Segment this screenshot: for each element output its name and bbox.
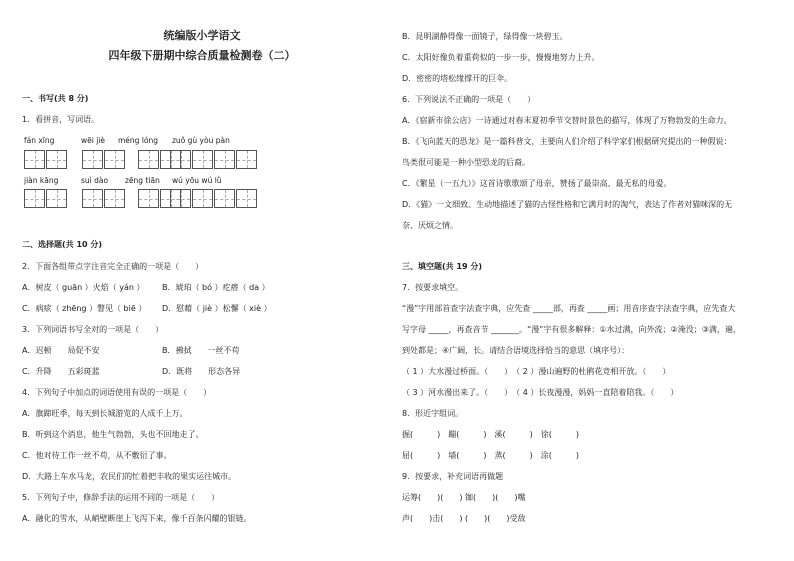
- page-subtitle: 四年级下册期中综合质量检测卷（二）: [108, 49, 296, 62]
- q8-line-2[interactable]: 屈( ) 墙( ) 蒸( ) 涂( ): [402, 451, 579, 460]
- q9-line-2[interactable]: 声( )击( ) ( )( )受敌: [402, 514, 526, 523]
- option-6d-cont: 奈、厌烦之情。: [402, 221, 458, 230]
- q7-line-3: 到处都是；④广阔，长。请结合语境选择恰当的意思（填序号）：: [402, 346, 630, 355]
- section-heading-choice: 二、选择题(共 10 分): [22, 240, 103, 249]
- option-6c[interactable]: C．《繁星（一五九）》这首诗歌歌颂了母亲，赞扬了最崇高、最无私的母爱。: [402, 179, 672, 188]
- pinyin-label: fán xīng: [24, 136, 55, 145]
- pinyin-label: suì dào: [81, 176, 109, 185]
- option-3a[interactable]: A．迟顿 局促不安: [22, 346, 100, 355]
- writing-grid-5[interactable]: [24, 189, 68, 208]
- question-9: 9．按要求，补充词语再做题: [402, 472, 504, 481]
- option-4b[interactable]: B．听到这个消息，他生气勃勃，头也不回地走了。: [22, 430, 204, 439]
- writing-grid-4[interactable]: [170, 150, 258, 169]
- pinyin-label: zēng tiān: [125, 176, 160, 185]
- option-2a[interactable]: A．树皮（ guān ）火焰（ yán ）: [22, 283, 145, 292]
- pinyin-label: zuǒ gù yòu pàn: [172, 136, 230, 145]
- question-1: 1．看拼音，写词语。: [22, 115, 100, 124]
- question-2: 2．下面各组带点字注音完全正确的一项是（ ）: [22, 262, 204, 271]
- pinyin-label: méng lóng: [118, 136, 159, 145]
- option-4d[interactable]: D．大路上车水马龙，农民们的忙着把丰收的果实运往城市。: [22, 472, 237, 481]
- option-2d[interactable]: D．慰藉（ jiè ）松懈（ xiè ）: [162, 304, 272, 313]
- option-4a[interactable]: A．旗蹄旺季，每天到长城游览的人成千上万。: [22, 409, 188, 418]
- option-2b[interactable]: B．琥珀（ bó ）疙瘩（ da ）: [162, 283, 270, 292]
- question-3: 3．下列词语书写全对的一项是（ ）: [22, 325, 164, 334]
- question-7: 7．按要求填空。: [402, 283, 464, 292]
- option-5c[interactable]: C．太阳好像负着重荷似的一步一步，慢慢地努力上升。: [402, 53, 600, 62]
- question-4: 4．下列句子中加点的词语使用有误的一项是（ ）: [22, 388, 212, 397]
- q7-line-4[interactable]: （ 1 ）大水漫过桥面。（ ） （ 2 ）漫山遍野的杜鹃花竞相开放。（ ）: [402, 367, 671, 376]
- option-4c[interactable]: C．他对待工作一丝不苟，从不敷衍了事。: [22, 451, 172, 460]
- option-3b[interactable]: B．拂拭 一丝不苟: [162, 346, 240, 355]
- q9-line-1[interactable]: 运筹( )( ) 铷( )( )嘴: [402, 493, 526, 502]
- q8-line-1[interactable]: 掘( ) 蹦( ) 溪( ) 徐( ): [402, 430, 579, 439]
- question-8: 8．形近字组词。: [402, 409, 464, 418]
- option-6d[interactable]: D．《猫》一文细致、生动地描述了猫的古怪性格和它满月时的淘气，表达了作者对猫咪深的无: [402, 200, 733, 209]
- option-6a[interactable]: A．《宿新市徐公店》一诗通过对春末夏初季节交替时景色的描写，体现了万物勃发的生命力。: [402, 116, 732, 125]
- writing-grid-1[interactable]: [24, 150, 68, 169]
- option-5d[interactable]: D．密密的塔松缘撑开的巨伞。: [402, 74, 513, 83]
- pinyin-label: wú yōu wú lǜ: [172, 176, 222, 185]
- section-heading-writing: 一、书写(共 8 分): [22, 94, 89, 103]
- option-6b[interactable]: B．《飞向蓝天的恐龙》是一篇科普文，主要向人们介绍了科学家们根据研究提出的一种假说：: [402, 137, 732, 146]
- option-5a[interactable]: A．融化的雪水，从峭壁断崖上飞泻下来，像千百条闪耀的银链。: [22, 514, 252, 523]
- q7-line-5[interactable]: （ 3 ）河水漫出来了。（ ） （ 4 ）长夜漫漫，妈妈一直陪着陪我。（ ）: [402, 388, 679, 397]
- option-5b[interactable]: B．昆明湖静得像一面镜子，绿得像一块碧玉。: [402, 32, 568, 41]
- option-6b-cont: 鸟类很可能是一种小型恐龙的后裔。: [402, 158, 530, 167]
- pinyin-label: wēi jiè: [81, 136, 105, 145]
- writing-grid-2[interactable]: [82, 150, 126, 169]
- writing-grid-8[interactable]: [170, 189, 258, 208]
- option-3c[interactable]: C．升降 五彩斑蓝: [22, 367, 100, 376]
- q7-line-2: 写字母 _____，再查音节 _______。“漫”字有很多解释：①水过满，向外流；②淹没；③满，遍，: [402, 325, 741, 334]
- page-title: 统编版小学语文: [163, 29, 241, 42]
- option-3d[interactable]: D．既将 形态各异: [162, 367, 241, 376]
- question-6: 6．下列说法不正确的一项是（ ）: [402, 95, 536, 104]
- pinyin-label: jiàn kāng: [24, 176, 59, 185]
- writing-grid-6[interactable]: [82, 189, 126, 208]
- q7-line-1: “漫”字用部首查字法查字典，应先查 _____部，再查 _____画；用音序查字法查字典，应先查大: [402, 304, 736, 313]
- section-heading-fill: 三、填空题(共 19 分): [402, 262, 483, 271]
- question-5: 5．下列句子中，修辞手法的运用不同的一项是（ ）: [22, 493, 220, 502]
- option-2c[interactable]: C．病痃（ zhēng ）瞥见（ biē ）: [22, 304, 147, 313]
